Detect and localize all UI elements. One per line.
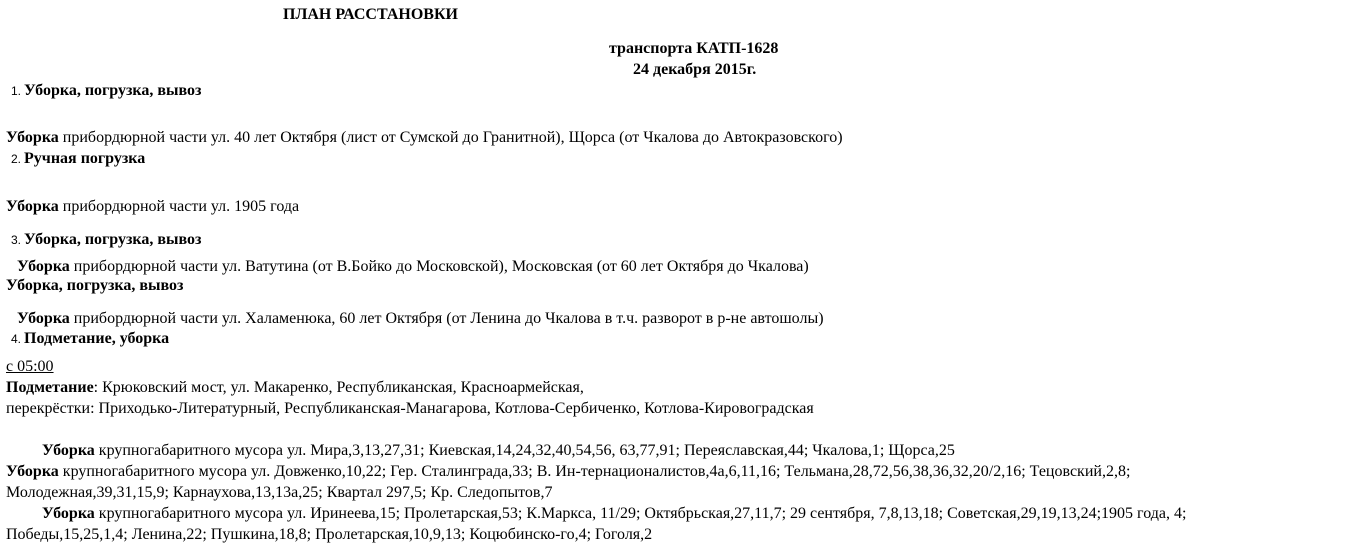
item-lead: Уборка	[42, 505, 95, 522]
item-lead: Уборка	[6, 129, 59, 146]
section-heading-text: Уборка, погрузка, вывоз	[24, 82, 202, 99]
section-heading-text: Ручная погрузка	[24, 150, 146, 167]
section-number: 3.	[11, 233, 22, 247]
sweeping-line-1	[6, 377, 584, 398]
subtitle-line-2: 24 декабря 2015г.	[633, 61, 757, 78]
section-1-item	[6, 127, 843, 148]
item-lead: Уборка	[6, 463, 59, 480]
section-2-item	[6, 196, 299, 217]
item-lead: Уборка	[17, 258, 70, 275]
section-3-item	[17, 256, 809, 277]
bulky-waste-item-2-cont: Молодежная,39,31,15,9; Карнаухова,13,13а,25; Квартал 297,5; Кр. Следопытов,7	[6, 484, 553, 501]
bulky-waste-item-3-cont: Победы,15,25,1,4; Ленина,22; Пушкина,18,8; Пролетарская,10,9,13; Коцюбинско-го,4; Гоголя,2	[6, 526, 653, 543]
sweep-lead: Подметание	[6, 379, 94, 396]
item-lead: Уборка	[17, 310, 70, 327]
item-text: прибордюрной части ул. 40 лет Октября (лист от Сумской до Гранитной), Щорса (от Чкалова до Автокразовского)	[58, 129, 843, 146]
sweeping-line-2: перекрёстки: Приходько-Литературный, Республиканская-Манагарова, Котлова-Сербиченко, Котлова-Кировоградская	[6, 400, 814, 417]
section-4-heading	[11, 328, 169, 350]
bulky-waste-item-1	[42, 440, 955, 461]
item-text: прибордюрной части ул. Ватутина (от В.Бойко до Московской), Московская (от 60 лет Октября до Чкалова)	[69, 258, 809, 275]
item-text: крупногабаритного мусора ул. Мира,3,13,27,31; Киевская,14,24,32,40,54,56, 63,77,91; Переяславская,44; Чкалова,1; Щорса,25	[94, 442, 955, 459]
item-text: прибордюрной части ул. 1905 года	[58, 198, 300, 215]
section-number: 4.	[11, 332, 22, 346]
section-unnumbered-item	[17, 308, 824, 329]
bulky-waste-item-2	[6, 461, 1130, 482]
page-title: ПЛАН РАССТАНОВКИ	[283, 6, 458, 23]
sweep-text: : Крюковский мост, ул. Макаренко, Республиканская, Красноармейская,	[93, 379, 584, 396]
section-number: 2.	[11, 152, 22, 166]
item-text: прибордюрной части ул. Халаменюка, 60 лет Октября (от Ленина до Чкалова в т.ч. разворот в р-не автошолы)	[69, 310, 824, 327]
section-heading-text: Подметание, уборка	[24, 330, 170, 347]
section-1-heading	[11, 80, 201, 102]
section-number: 1.	[11, 84, 22, 98]
start-time: с 05:00	[6, 358, 54, 375]
section-3-heading	[11, 229, 201, 251]
section-2-heading	[11, 148, 145, 170]
item-text: крупногабаритного мусора ул. Довженко,10,22; Гер. Сталинграда,33; В. Ин-тернационалистов,4а,6,11,16; Тельмана,28,72,56,38,36,32,20/2,16; Тецовский,2,8;	[58, 463, 1131, 480]
section-heading-unnumbered: Уборка, погрузка, вывоз	[6, 277, 184, 294]
bulky-waste-item-3	[42, 503, 1186, 524]
item-text: крупногабаритного мусора ул. Иринеева,15; Пролетарская,53; К.Маркса, 11/29; Октябрьская,27,11,7; 29 сентября, 7,8,13,18; Советская,29,19,13,24;1905 года, 4;	[94, 505, 1187, 522]
item-lead: Уборка	[42, 442, 95, 459]
section-heading-text: Уборка, погрузка, вывоз	[24, 231, 202, 248]
item-lead: Уборка	[6, 198, 59, 215]
subtitle-line-1: транспорта КАТП-1628	[609, 40, 779, 57]
